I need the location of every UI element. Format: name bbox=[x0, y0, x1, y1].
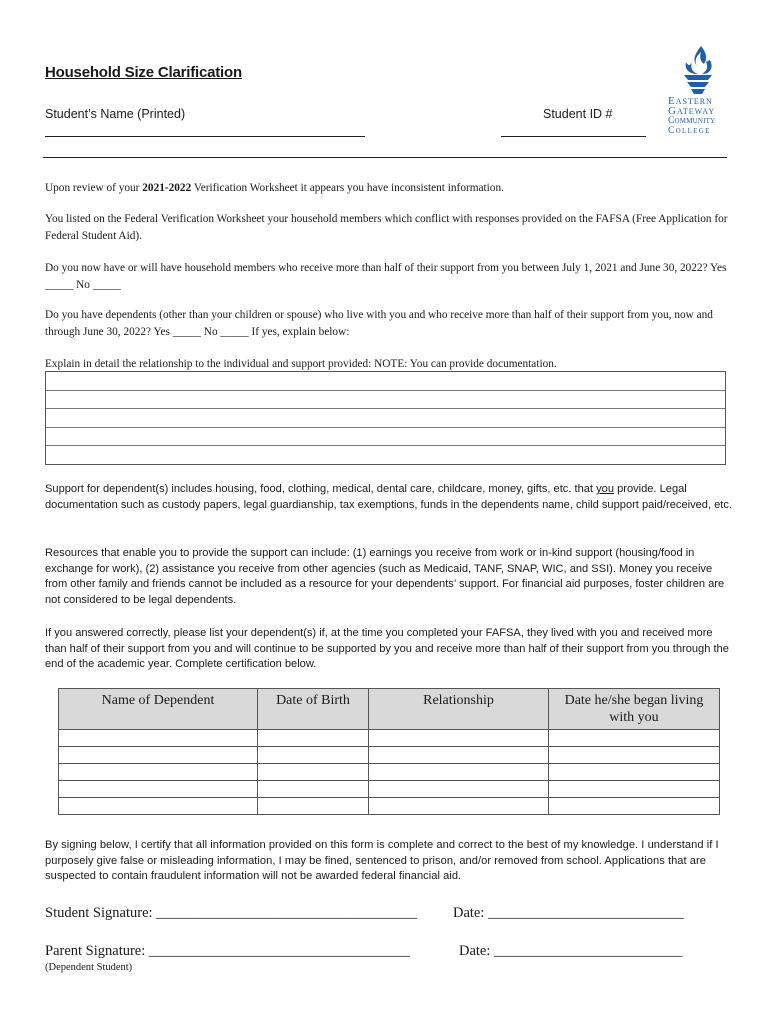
logo-line-1: Eastern bbox=[668, 95, 713, 107]
explain-line[interactable] bbox=[46, 446, 725, 464]
list-dependents-paragraph: If you answered correctly, please list your dependent(s) if, at the time you completed your FAFSA, they lived with you and received more than half of their support from you and will continue to be supported by you and receive more than half of their support from you through the end of the academic year. Complete certification below. bbox=[45, 627, 729, 671]
table-cell[interactable] bbox=[549, 798, 720, 815]
support-you: you bbox=[596, 483, 614, 495]
parent-date-line[interactable]: Date: __________________________ bbox=[459, 943, 683, 959]
logo-line-4: College bbox=[668, 126, 711, 136]
table-cell[interactable] bbox=[549, 764, 720, 781]
explain-line[interactable] bbox=[46, 372, 725, 391]
table-cell[interactable] bbox=[369, 798, 549, 815]
table-cell[interactable] bbox=[59, 798, 258, 815]
page-title: Household Size Clarification bbox=[45, 64, 242, 81]
college-logo bbox=[668, 44, 728, 134]
table-cell[interactable] bbox=[258, 730, 369, 747]
table-cell[interactable] bbox=[369, 781, 549, 798]
table-row bbox=[59, 747, 720, 764]
column-header: Relationship bbox=[369, 689, 549, 730]
parent-signature-line[interactable]: Parent Signature: ____________________________________ bbox=[45, 943, 410, 959]
table-cell[interactable] bbox=[369, 747, 549, 764]
conflict-paragraph: You listed on the Federal Verification Worksheet your household members which conflict with responses provided on the FAFSA (Free Application for Federal Student Aid). bbox=[45, 213, 728, 242]
table-cell[interactable] bbox=[549, 730, 720, 747]
table-cell[interactable] bbox=[258, 764, 369, 781]
header-divider bbox=[43, 157, 727, 158]
explain-line[interactable] bbox=[46, 428, 725, 447]
student-signature-line[interactable]: Student Signature: ____________________________________ bbox=[45, 905, 418, 921]
resources-paragraph: Resources that enable you to provide the support can include: (1) earnings you receive from work or in-kind support (housing/food in exchange for work), (2) assistance you receive from other agencies (such as Medicaid, TANF, SNAP, WIC, and SSI). Money you receive from other family and friends cannot be included as a resource for your dependents’ support. For financial aid purposes, foster children are not considered to be legal dependents. bbox=[45, 547, 725, 606]
student-id-field[interactable] bbox=[501, 136, 646, 137]
support-text: Support for dependent(s) includes housing, food, clothing, medical, dental care, childcare, money, gifts, etc. that bbox=[45, 483, 597, 495]
dependent-student-note: (Dependent Student) bbox=[45, 962, 133, 973]
table-cell[interactable] bbox=[549, 781, 720, 798]
student-date-line[interactable]: Date: ___________________________ bbox=[453, 905, 684, 921]
dependents-table bbox=[58, 688, 720, 815]
logo-line-2: Gateway bbox=[668, 105, 716, 117]
intro-text-end: Verification Worksheet it appears you have inconsistent information. bbox=[191, 182, 504, 194]
student-id-label: Student ID # bbox=[543, 107, 613, 121]
support-paragraph bbox=[45, 482, 735, 513]
explain-line[interactable] bbox=[46, 409, 725, 428]
table-row bbox=[59, 764, 720, 781]
table-cell[interactable] bbox=[258, 747, 369, 764]
table-row bbox=[59, 781, 720, 798]
table-row bbox=[59, 730, 720, 747]
intro-text: Upon review of your bbox=[45, 182, 143, 194]
student-name-label: Student’s Name (Printed) bbox=[45, 107, 186, 121]
table-row bbox=[59, 798, 720, 815]
column-header: Date he/she began living with you bbox=[549, 689, 720, 730]
household-question: Do you now have or will have household members who receive more than half of their support from you between July 1, 2021 and June 30, 2022? Yes _____ No _____ bbox=[45, 262, 727, 291]
certification-paragraph: By signing below, I certify that all information provided on this form is complete and correct to the best of my knowledge. I understand if I purposely give false or misleading information, I may be fined, sentenced to prison, and/or removed from school. Applications that are suspected to contain fraudulent information will not be awarded federal financial aid. bbox=[45, 839, 719, 883]
explain-line[interactable] bbox=[46, 391, 725, 410]
explain-label: Explain in detail the relationship to the individual and support provided: NOTE: You can provide documentation. bbox=[45, 358, 557, 370]
dependents-question: Do you have dependents (other than your children or spouse) who live with you and who receive more than half of their support from you, now and through June 30, 2022? Yes _____ No _____ If yes, explain below: bbox=[45, 309, 713, 338]
table-cell[interactable] bbox=[59, 781, 258, 798]
table-cell[interactable] bbox=[59, 747, 258, 764]
support-text-end: provide. Legal documentation such as custody papers, legal guardianship, tax exemptions, funds in the dependents name, child support paid/received, etc. bbox=[45, 483, 733, 511]
column-header: Date of Birth bbox=[258, 689, 369, 730]
table-cell[interactable] bbox=[59, 764, 258, 781]
table-cell[interactable] bbox=[369, 730, 549, 747]
flame-torch-icon bbox=[668, 44, 728, 96]
student-name-field[interactable] bbox=[45, 136, 365, 137]
table-cell[interactable] bbox=[258, 781, 369, 798]
table-cell[interactable] bbox=[258, 798, 369, 815]
intro-paragraph bbox=[45, 180, 730, 197]
table-cell[interactable] bbox=[59, 730, 258, 747]
table-cell[interactable] bbox=[549, 747, 720, 764]
table-cell[interactable] bbox=[369, 764, 549, 781]
explain-box[interactable] bbox=[45, 371, 726, 465]
logo-line-3: Community bbox=[668, 116, 716, 126]
column-header: Name of Dependent bbox=[59, 689, 258, 730]
award-year: 2021-2022 bbox=[142, 182, 192, 194]
